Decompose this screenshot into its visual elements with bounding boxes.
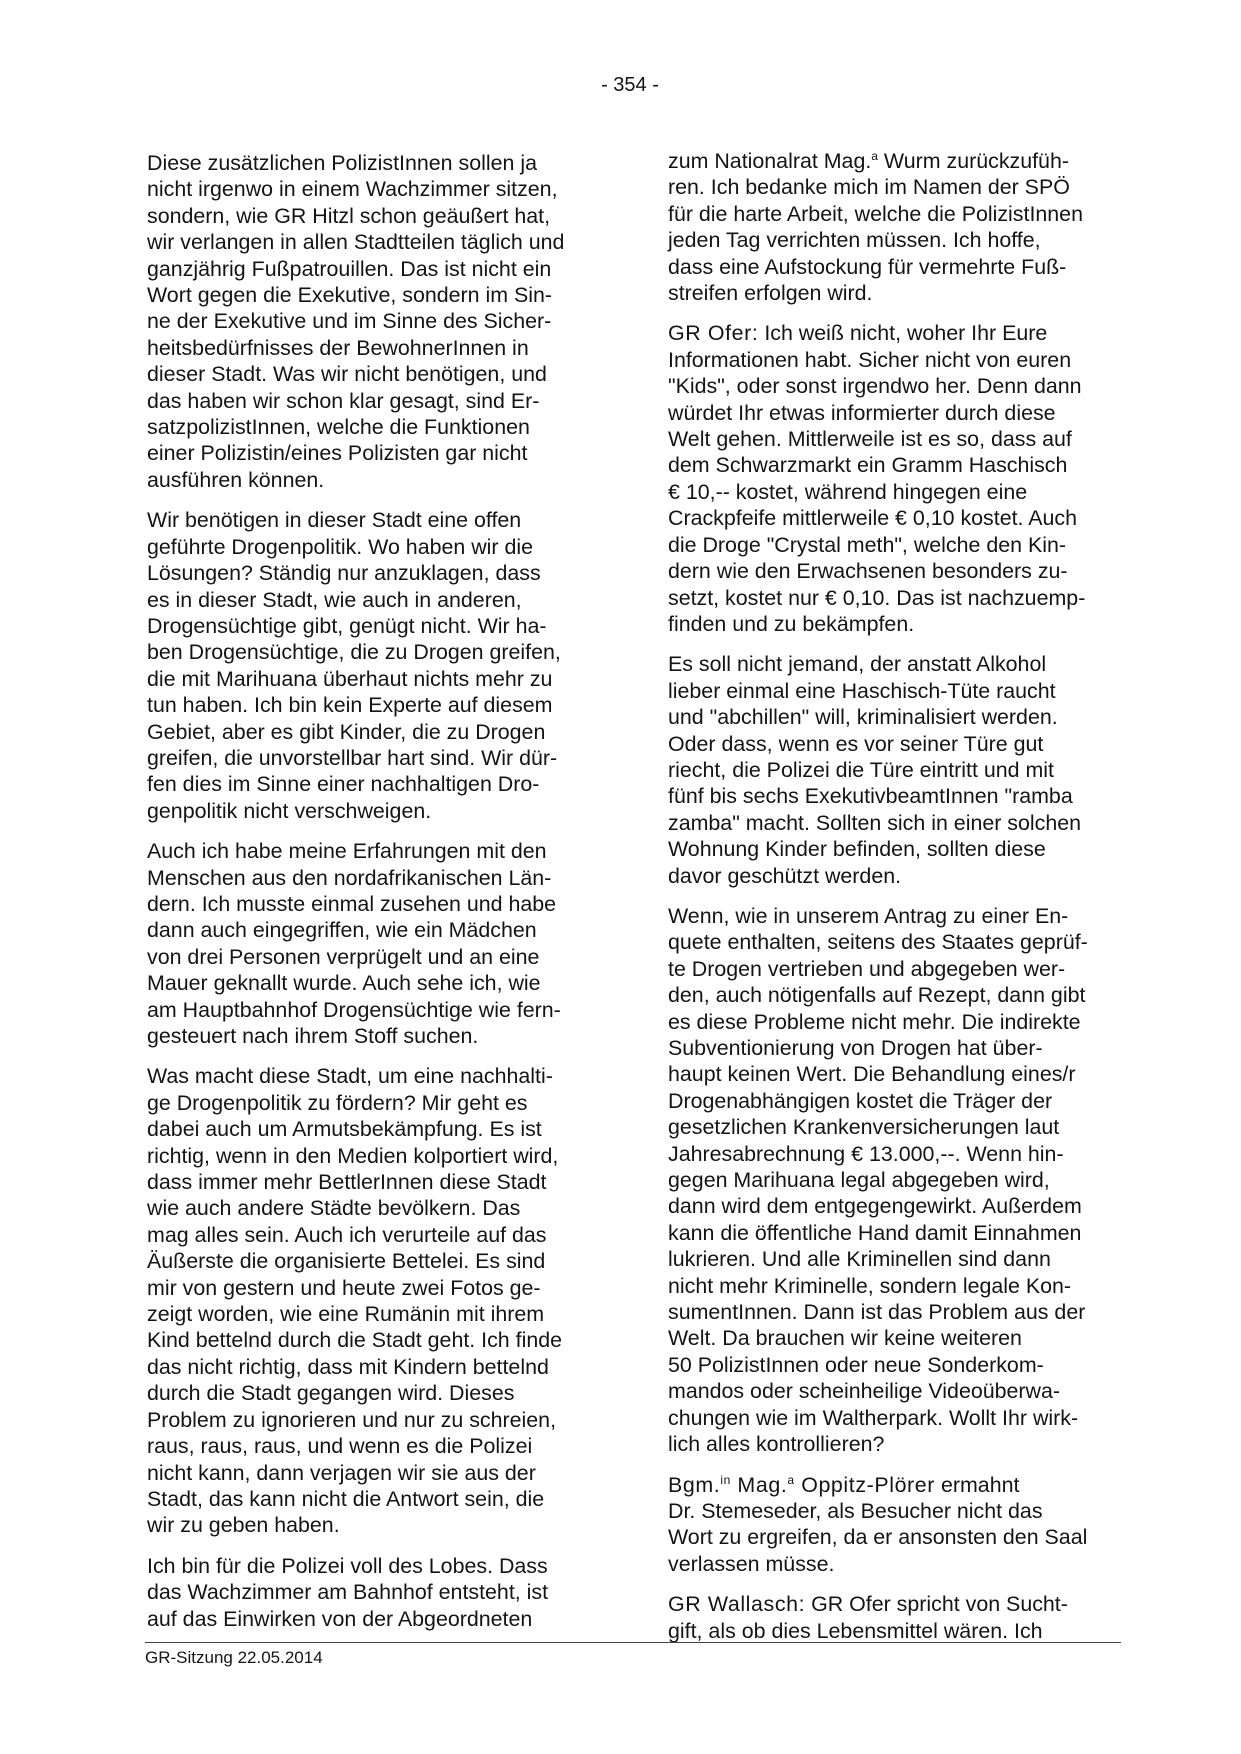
text-segment: GR Ofer spricht von Sucht- gift, als ob dies Lebensmittel wären. Ich (668, 1592, 1068, 1643)
text-segment: Mag. (730, 1472, 788, 1497)
superscript: in (720, 1472, 731, 1487)
speaker-name (668, 1473, 935, 1497)
paragraph: Diese zusätzlichen PolizistInnen sollen ja nicht irgenwo in einem Wachzimmer sitzen, sondern, wie GR Hitzl schon geäußert hat, wir verlangen in allen Stadtteilen täglich und ganzjährig Fußpatrouillen. Das ist nicht ein Wort gegen die Exekutive, sondern im Sin- ne der Exekutive und im Sinne des Sicher- heitsbedürfnisses der BewohnerInnen in dieser Stadt. Was wir nicht benötigen, und das haben wir schon klar gesagt, sind Er- satzpolizistInnen, welche die Funktionen einer Polizistin/eines Polizisten gar nicht ausführen können. (147, 151, 565, 492)
page-number: - 354 - (601, 74, 659, 96)
text-segment: Ich weiß nicht, woher Ihr Eure Informationen habt. Sicher nicht von euren "Kids", oder sonst irgendwo her. Denn dann würdet Ihr etwas informierter durch diese Welt gehen. Mittlerweile ist es so, dass auf dem Schwarzmarkt ein Gramm Haschisch € 10,-- kostet, während hingegen eine Crackpfeife mittlerweile € 0,10 kostet. Auch die Droge "Crystal meth", welche den Kin- dern wie den Erwachsenen besonders zu- setzt, kostet nur € 0,10. Das ist nachzuemp- finden und zu bekämpfen. (668, 321, 1086, 636)
text-segment: Oppitz-Plörer (794, 1472, 936, 1497)
footer-session-date: GR-Sitzung 22.05.2014 (145, 1648, 323, 1667)
text-segment: zum Nationalrat Mag. (668, 149, 872, 173)
text-segment: Wurm zurückzufüh- ren. Ich bedanke mich im Namen der SPÖ für die harte Arbeit, welche die PolizistInnen jeden Tag verrichten müssen. Ich hoffe, dass eine Aufstockung für vermehrte Fuß- streifen erfolgen wird. (668, 149, 1083, 306)
footer-divider (145, 1642, 1121, 1643)
text-segment: ermahnt Dr. Stemeseder, als Besucher nicht das Wort zu ergreifen, da er ansonsten den Saal verlassen müsse. (668, 1472, 1088, 1576)
paragraph: Ich bin für die Polizei voll des Lobes. Dass das Wachzimmer am Bahnhof entsteht, ist auf das Einwirken von der Abgeordneten (147, 1553, 549, 1631)
paragraph: Wenn, wie in unserem Antrag zu einer En- quete enthalten, seitens des Staates geprüf- te Drogen vertrieben und abgegeben wer- den, auch nötigenfalls auf Rezept, dann gibt es diese Probleme nicht mehr. Die indirekte Subventionierung von Drogen hat über- haupt keinen Wert. Die Behandlung eines/r Drogenabhängigen kostet die Träger der gesetzlichen Krankenversicherungen laut Jahresabrechnung € 13.000,--. Wenn hin- gegen Marihuana legal abgegeben wird, dann wird dem entgegengewirkt. Außerdem kann die öffentliche Hand damit Einnahmen lukrieren. Und alle Kriminellen sind dann nicht mehr Kriminelle, sondern legale Kon- sumentInnen. Dann ist das Problem aus der Welt. Da brauchen wir keine weiteren 50 PolizistInnen oder neue Sonderkom- mandos oder scheinheilige Videoüberwa- chungen wie im Waltherpark. Wollt Ihr wirk- lich alles kontrollieren? (668, 903, 1088, 1457)
text-segment: Bgm. (668, 1472, 721, 1497)
paragraph (668, 148, 1123, 306)
right-column (668, 148, 1123, 1658)
speaker-name: GR Ofer: (668, 321, 759, 346)
superscript: a (871, 148, 878, 163)
paragraph (668, 1591, 1123, 1644)
paragraph: Wir benötigen in dieser Stadt eine offen geführte Drogenpolitik. Wo haben wir die Lösungen? Ständig nur anzuklagen, dass es in dieser Stadt, wie auch in anderen, Drogensüchtige gibt, genügt nicht. Wir ha- ben Drogensüchtige, die zu Drogen greifen, die mit Marihuana überhaut nichts mehr zu tun haben. Ich bin kein Experte auf diesem Gebiet, aber es gibt Kinder, die zu Drogen greifen, die unvorstellbar hart sind. Wir dür- fen dies im Sinne einer nachhaltigen Dro- genpolitik nicht verschweigen. (147, 508, 561, 823)
speaker-name: GR Wallasch: (668, 1592, 806, 1617)
paragraph: Auch ich habe meine Erfahrungen mit den Menschen aus den nordafrikanischen Län- dern. Ich musste einmal zusehen und habe dann auch eingegriffen, wie ein Mädchen von drei Personen verprügelt und an eine Mauer geknallt wurde. Auch sehe ich, wie am Hauptbahnhof Drogensüchtige wie fern- gesteuert nach ihrem Stoff suchen. (147, 839, 561, 1048)
paragraph: Es soll nicht jemand, der anstatt Alkohol lieber einmal eine Haschisch-Tüte raucht und "abchillen" will, kriminalisiert werden. Oder dass, wenn es vor seiner Türe gut riecht, die Polizei die Türe eintritt und mit fünf bis sechs ExekutivbeamtInnen "ramba zamba" macht. Sollten sich in einer solchen Wohnung Kinder befinden, sollten diese davor geschützt werden. (668, 652, 1082, 888)
left-column (147, 150, 602, 1646)
paragraph (668, 320, 1123, 637)
paragraph: Was macht diese Stadt, um eine nachhalti- ge Drogenpolitik zu fördern? Mir geht es dabei auch um Armutsbekämpfung. Es ist richtig, wenn in den Medien kolportiert wird, dass immer mehr BettlerInnen diese Stadt wie auch andere Städte bevölkern. Das mag alles sein. Auch ich verurteile auf das Äußerste die organisierte Bettelei. Es sind mir von gestern und heute zwei Fotos ge- zeigt worden, wie eine Rumänin mit ihrem Kind bettelnd durch die Stadt geht. Ich finde das nicht richtig, dass mit Kindern bettelnd durch die Stadt gegangen wird. Dieses Problem zu ignorieren und nur zu schreien, raus, raus, raus, und wenn es die Polizei nicht kann, dann verjagen wir sie aus der Stadt, das kann nicht die Antwort sein, die wir zu geben haben. (147, 1064, 563, 1538)
superscript: a (787, 1472, 795, 1487)
paragraph (668, 1472, 1123, 1578)
